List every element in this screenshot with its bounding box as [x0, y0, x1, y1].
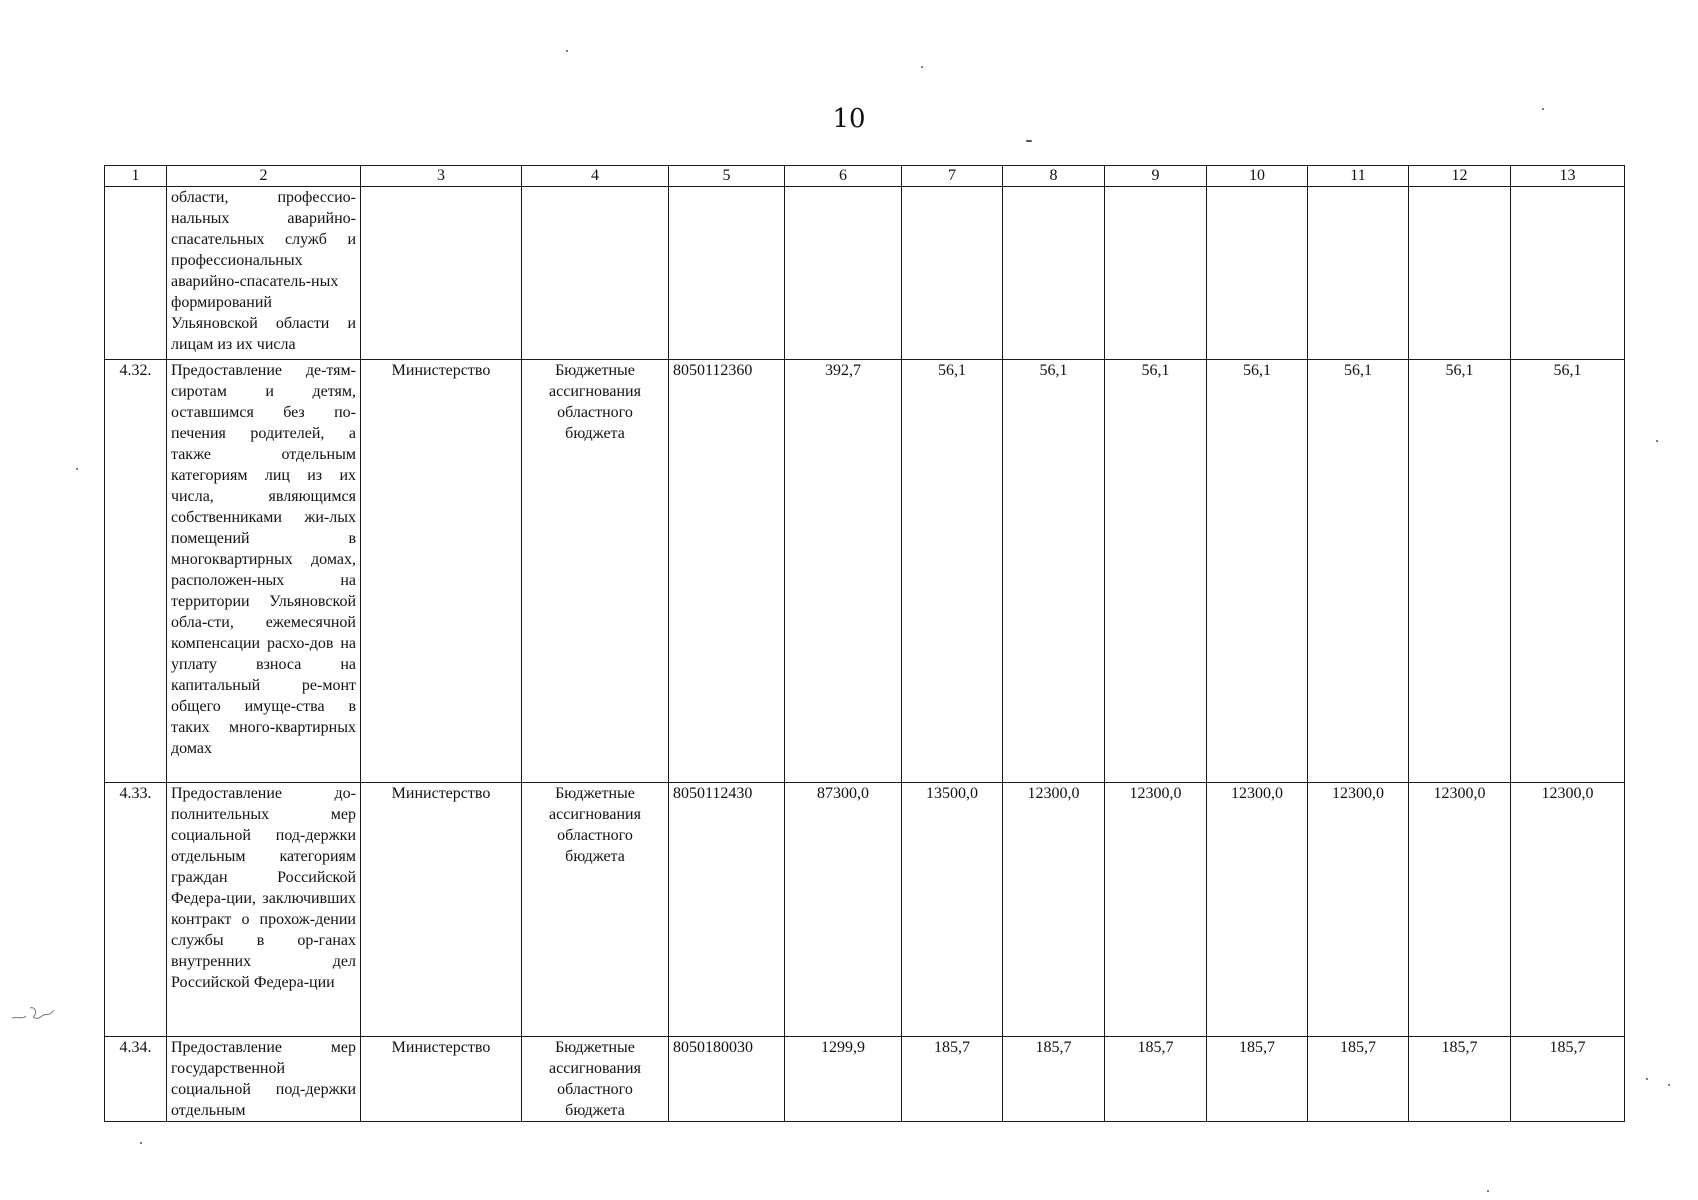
column-header: 11 [1308, 166, 1409, 187]
row-budget-code: 8050112430 [669, 783, 785, 1037]
row-funding-source: Бюджетные ассигнования областного бюджета [522, 783, 669, 1037]
row-value-year [1207, 187, 1308, 360]
row-value-year: 56,1 [902, 360, 1003, 783]
table-row [105, 783, 1625, 1037]
row-value-year: 12300,0 [1207, 783, 1308, 1037]
scan-speck [566, 50, 568, 52]
row-funding-source: Бюджетные ассигнования областного бюджета [522, 360, 669, 783]
column-header: 8 [1003, 166, 1105, 187]
row-value-year: 185,7 [1003, 1037, 1105, 1122]
scan-speck [1656, 440, 1658, 442]
row-value-year [1511, 187, 1625, 360]
row-value-year: 56,1 [1207, 360, 1308, 783]
row-value-year: 56,1 [1409, 360, 1511, 783]
row-budget-code: 8050112360 [669, 360, 785, 783]
table-row [105, 187, 1625, 360]
column-header: 10 [1207, 166, 1308, 187]
budget-table [104, 165, 1625, 1122]
row-value-year: 185,7 [1511, 1037, 1625, 1122]
scan-speck [1026, 140, 1032, 142]
row-value-year [902, 187, 1003, 360]
row-value-total [785, 187, 902, 360]
row-value-total: 1299,9 [785, 1037, 902, 1122]
row-value-year [1003, 187, 1105, 360]
column-header: 4 [522, 166, 669, 187]
row-value-year: 12300,0 [1409, 783, 1511, 1037]
row-funding-source: Бюджетные ассигнования областного бюджета [522, 1037, 669, 1122]
scan-speck [1668, 1084, 1670, 1086]
row-executor: Министерство [361, 1037, 522, 1122]
row-description: области, профессио-нальных аварийно-спасательных служб и профессиональных аварийно-спасатель-ных формирований Ульяновской области и лицам из их числа [167, 187, 361, 360]
row-value-year: 185,7 [1308, 1037, 1409, 1122]
row-value-year [1105, 187, 1207, 360]
table-row [105, 360, 1625, 783]
row-value-year [1308, 187, 1409, 360]
row-number: 4.32. [105, 360, 167, 783]
row-value-year: 185,7 [1105, 1037, 1207, 1122]
row-number: 4.33. [105, 783, 167, 1037]
column-header: 12 [1409, 166, 1511, 187]
column-header: 2 [167, 166, 361, 187]
column-header: 3 [361, 166, 522, 187]
page-number: 10 [832, 104, 866, 134]
row-value-year: 185,7 [1207, 1037, 1308, 1122]
row-number [105, 187, 167, 360]
row-value-year: 185,7 [1409, 1037, 1511, 1122]
row-value-year: 12300,0 [1003, 783, 1105, 1037]
row-value-year: 56,1 [1003, 360, 1105, 783]
row-budget-code: 8050180030 [669, 1037, 785, 1122]
row-description: Предоставление до-полнительных мер социальной под-держки отдельным категориям граждан Российской Федера-ции, заключивших контракт о прохож-дении службы в ор-ганах внутренних дел Российской Федера-ции [167, 783, 361, 1037]
row-executor: Министерство [361, 360, 522, 783]
row-value-year: 56,1 [1511, 360, 1625, 783]
column-header: 7 [902, 166, 1003, 187]
scan-speck [140, 1142, 142, 1144]
column-header: 9 [1105, 166, 1207, 187]
row-value-year: 12300,0 [1511, 783, 1625, 1037]
scan-speck [76, 468, 78, 470]
scan-speck [1646, 1078, 1648, 1080]
row-number: 4.34. [105, 1037, 167, 1122]
row-value-year: 185,7 [902, 1037, 1003, 1122]
row-value-total: 87300,0 [785, 783, 902, 1037]
scan-speck [921, 66, 923, 68]
column-header: 6 [785, 166, 902, 187]
header-row [105, 166, 1625, 187]
row-value-year: 12300,0 [1105, 783, 1207, 1037]
scan-speck [1487, 1190, 1489, 1192]
scan-speck [1542, 108, 1544, 110]
handwritten-mark [8, 996, 68, 1026]
row-executor: Министерство [361, 783, 522, 1037]
row-description: Предоставление де-тям-сиротам и детям, оставшимся без по-печения родителей, а также отдельным категориям лиц из их числа, являющимся собственниками жи-лых помещений в многоквартирных домах, расположен-ных на территории Ульяновской обла-сти, ежемесячной компенсации расхо-дов на уплату взноса на капитальный ре-монт общего имуще-ства в таких много-квартирных домах [167, 360, 361, 783]
column-header: 13 [1511, 166, 1625, 187]
row-value-year: 56,1 [1105, 360, 1207, 783]
column-header: 5 [669, 166, 785, 187]
row-value-year: 56,1 [1308, 360, 1409, 783]
row-executor [361, 187, 522, 360]
row-funding-source [522, 187, 669, 360]
row-description: Предоставление мер государственной социальной под-держки отдельным [167, 1037, 361, 1122]
column-header: 1 [105, 166, 167, 187]
row-value-year: 12300,0 [1308, 783, 1409, 1037]
row-value-total: 392,7 [785, 360, 902, 783]
row-value-year: 13500,0 [902, 783, 1003, 1037]
table-row [105, 1037, 1625, 1122]
row-budget-code [669, 187, 785, 360]
row-value-year [1409, 187, 1511, 360]
